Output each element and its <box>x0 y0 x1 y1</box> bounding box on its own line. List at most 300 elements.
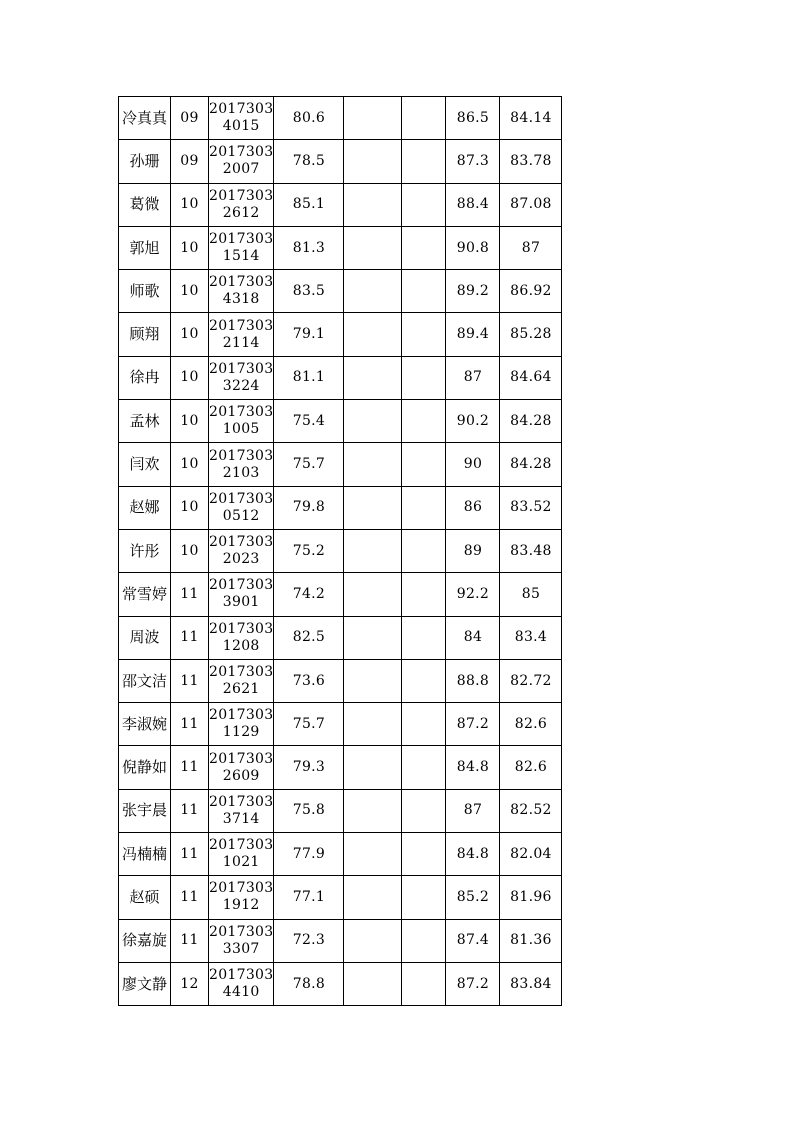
candidate-name-cell <box>119 313 171 356</box>
written-score-cell <box>274 962 344 1005</box>
interview-score-cell <box>446 226 500 269</box>
blank-cell-1 <box>344 919 402 962</box>
blank-cell-2 <box>402 529 446 572</box>
exam-id-line2: 3714 <box>222 810 260 827</box>
exam-id-line1: 2017303 <box>209 707 274 724</box>
group-number-cell <box>171 962 209 1005</box>
total-score-cell <box>500 919 562 962</box>
exam-id-cell <box>209 876 274 919</box>
table-row <box>119 962 562 1005</box>
table-row <box>119 573 562 616</box>
group-number: 10 <box>180 412 199 429</box>
exam-id-line2: 1208 <box>222 637 260 654</box>
group-number: 10 <box>180 456 199 473</box>
interview-score-cell <box>446 97 500 140</box>
exam-id-line1: 2017303 <box>209 923 274 940</box>
table-row <box>119 746 562 789</box>
written-score: 75.7 <box>292 456 326 473</box>
table-row <box>119 140 562 183</box>
interview-score-cell <box>446 962 500 1005</box>
interview-score: 89.4 <box>456 326 490 343</box>
written-score-cell <box>274 270 344 313</box>
total-score-cell <box>500 97 562 140</box>
interview-score: 89 <box>463 542 483 559</box>
written-score: 79.8 <box>292 499 326 516</box>
total-score: 83.78 <box>510 152 552 169</box>
group-number: 10 <box>180 542 199 559</box>
total-score: 83.4 <box>514 629 548 646</box>
exam-id-cell <box>209 486 274 529</box>
exam-id-line1: 2017303 <box>209 620 274 637</box>
exam-id-line1: 2017303 <box>209 880 274 897</box>
written-score-cell <box>274 703 344 746</box>
exam-id-line2: 4410 <box>222 984 260 1001</box>
interview-score-cell <box>446 659 500 702</box>
interview-score: 87.3 <box>456 152 490 169</box>
exam-id-cell <box>209 616 274 659</box>
interview-score-cell <box>446 529 500 572</box>
written-score: 73.6 <box>292 672 326 689</box>
candidate-name-cell <box>119 659 171 702</box>
candidate-name-cell <box>119 746 171 789</box>
blank-cell-1 <box>344 97 402 140</box>
group-number: 11 <box>180 759 199 776</box>
blank-cell-1 <box>344 962 402 1005</box>
blank-cell-2 <box>402 659 446 702</box>
group-number-cell <box>171 443 209 486</box>
total-score: 82.04 <box>510 845 552 862</box>
group-number: 11 <box>180 629 199 646</box>
total-score: 84.28 <box>510 412 552 429</box>
blank-cell-2 <box>402 140 446 183</box>
candidate-name-cell <box>119 400 171 443</box>
total-score: 83.48 <box>510 542 552 559</box>
blank-cell-2 <box>402 400 446 443</box>
table-row <box>119 400 562 443</box>
exam-id-cell <box>209 313 274 356</box>
total-score-cell <box>500 659 562 702</box>
blank-cell-1 <box>344 400 402 443</box>
total-score-cell <box>500 443 562 486</box>
total-score-cell <box>500 400 562 443</box>
candidate-name-cell <box>119 833 171 876</box>
exam-id-cell <box>209 789 274 832</box>
total-score: 82.6 <box>514 759 548 776</box>
exam-id-cell <box>209 356 274 399</box>
blank-cell-1 <box>344 486 402 529</box>
exam-id-line2: 3901 <box>222 594 260 611</box>
table-row <box>119 97 562 140</box>
group-number: 11 <box>180 845 199 862</box>
exam-id-cell <box>209 703 274 746</box>
exam-id-cell <box>209 529 274 572</box>
written-score: 78.8 <box>292 975 326 992</box>
candidate-name: 周波 <box>129 628 160 647</box>
table-row <box>119 789 562 832</box>
score-table <box>118 96 562 1006</box>
interview-score: 84.8 <box>456 759 490 776</box>
table-row <box>119 876 562 919</box>
exam-id-line1: 2017303 <box>209 793 274 810</box>
blank-cell-2 <box>402 703 446 746</box>
blank-cell-1 <box>344 659 402 702</box>
exam-id-cell <box>209 183 274 226</box>
written-score-cell <box>274 573 344 616</box>
interview-score-cell <box>446 833 500 876</box>
candidate-name-cell <box>119 270 171 313</box>
candidate-name: 师歌 <box>129 281 160 300</box>
group-number-cell <box>171 703 209 746</box>
interview-score-cell <box>446 443 500 486</box>
group-number-cell <box>171 659 209 702</box>
written-score: 78.5 <box>292 152 326 169</box>
group-number-cell <box>171 140 209 183</box>
candidate-name-cell <box>119 703 171 746</box>
group-number-cell <box>171 616 209 659</box>
written-score: 75.7 <box>292 715 326 732</box>
exam-id-cell <box>209 962 274 1005</box>
blank-cell-2 <box>402 919 446 962</box>
candidate-name: 孟林 <box>129 411 160 430</box>
interview-score-cell <box>446 616 500 659</box>
written-score: 81.1 <box>292 369 326 386</box>
group-number-cell <box>171 486 209 529</box>
candidate-name-cell <box>119 616 171 659</box>
exam-id-cell <box>209 270 274 313</box>
candidate-name: 顾翔 <box>129 325 160 344</box>
total-score: 85.28 <box>510 326 552 343</box>
written-score: 83.5 <box>292 282 326 299</box>
exam-id-cell <box>209 140 274 183</box>
written-score: 80.6 <box>292 109 326 126</box>
written-score-cell <box>274 443 344 486</box>
written-score-cell <box>274 400 344 443</box>
candidate-name-cell <box>119 226 171 269</box>
written-score: 82.5 <box>292 629 326 646</box>
interview-score: 92.2 <box>456 585 490 602</box>
candidate-name-cell <box>119 140 171 183</box>
interview-score-cell <box>446 703 500 746</box>
interview-score: 90.8 <box>456 239 490 256</box>
blank-cell-2 <box>402 313 446 356</box>
exam-id-cell <box>209 97 274 140</box>
interview-score: 88.4 <box>456 196 490 213</box>
group-number: 10 <box>180 326 199 343</box>
group-number: 10 <box>180 499 199 516</box>
exam-id-line2: 4318 <box>222 291 260 308</box>
total-score: 86.92 <box>510 282 552 299</box>
candidate-name-cell <box>119 573 171 616</box>
total-score: 87.08 <box>510 196 552 213</box>
exam-id-line2: 2007 <box>222 161 260 178</box>
group-number-cell <box>171 876 209 919</box>
written-score: 85.1 <box>292 196 326 213</box>
blank-cell-1 <box>344 226 402 269</box>
written-score: 77.9 <box>292 845 326 862</box>
exam-id-line1: 2017303 <box>209 360 274 377</box>
group-number: 09 <box>180 109 199 126</box>
total-score-cell <box>500 962 562 1005</box>
exam-id-line1: 2017303 <box>209 144 274 161</box>
exam-id-line1: 2017303 <box>209 534 274 551</box>
exam-id-line2: 2114 <box>222 334 260 351</box>
written-score: 79.1 <box>292 326 326 343</box>
group-number-cell <box>171 356 209 399</box>
candidate-name: 邵文洁 <box>121 671 167 690</box>
candidate-name: 孙珊 <box>129 151 160 170</box>
blank-cell-2 <box>402 183 446 226</box>
interview-score: 84 <box>463 629 483 646</box>
exam-id-line2: 2612 <box>222 204 260 221</box>
exam-id-line1: 2017303 <box>209 750 274 767</box>
written-score-cell <box>274 616 344 659</box>
total-score-cell <box>500 356 562 399</box>
exam-id-line1: 2017303 <box>209 490 274 507</box>
blank-cell-1 <box>344 270 402 313</box>
written-score-cell <box>274 356 344 399</box>
candidate-name-cell <box>119 486 171 529</box>
table-row <box>119 919 562 962</box>
written-score: 75.8 <box>292 802 326 819</box>
group-number-cell <box>171 573 209 616</box>
interview-score: 84.8 <box>456 845 490 862</box>
group-number: 11 <box>180 932 199 949</box>
candidate-name-cell <box>119 962 171 1005</box>
exam-id-line1: 2017303 <box>209 404 274 421</box>
candidate-name: 葛微 <box>129 195 160 214</box>
blank-cell-1 <box>344 876 402 919</box>
interview-score-cell <box>446 356 500 399</box>
table-row <box>119 270 562 313</box>
group-number-cell <box>171 529 209 572</box>
candidate-name: 徐嘉旋 <box>121 931 167 950</box>
blank-cell-2 <box>402 833 446 876</box>
exam-id-line2: 3307 <box>222 940 260 957</box>
blank-cell-1 <box>344 703 402 746</box>
group-number: 10 <box>180 239 199 256</box>
blank-cell-2 <box>402 270 446 313</box>
total-score-cell <box>500 270 562 313</box>
exam-id-line1: 2017303 <box>209 837 274 854</box>
exam-id-line1: 2017303 <box>209 577 274 594</box>
table-row <box>119 659 562 702</box>
blank-cell-1 <box>344 529 402 572</box>
exam-id-line2: 4015 <box>222 118 260 135</box>
exam-id-line2: 3224 <box>222 377 260 394</box>
interview-score: 87.4 <box>456 932 490 949</box>
table-row <box>119 703 562 746</box>
total-score-cell <box>500 183 562 226</box>
group-number: 11 <box>180 715 199 732</box>
candidate-name: 冷真真 <box>121 108 167 127</box>
exam-id-line2: 1912 <box>222 897 260 914</box>
table-row <box>119 183 562 226</box>
blank-cell-1 <box>344 746 402 789</box>
blank-cell-2 <box>402 226 446 269</box>
blank-cell-2 <box>402 616 446 659</box>
exam-id-line1: 2017303 <box>209 187 274 204</box>
total-score: 81.96 <box>510 888 552 905</box>
total-score: 83.84 <box>510 975 552 992</box>
total-score-cell <box>500 703 562 746</box>
candidate-name: 张宇晨 <box>121 801 167 820</box>
total-score-cell <box>500 746 562 789</box>
group-number-cell <box>171 400 209 443</box>
candidate-name-cell <box>119 356 171 399</box>
blank-cell-2 <box>402 573 446 616</box>
group-number: 11 <box>180 802 199 819</box>
exam-id-cell <box>209 746 274 789</box>
written-score: 75.2 <box>292 542 326 559</box>
exam-id-line2: 2621 <box>222 681 260 697</box>
written-score-cell <box>274 833 344 876</box>
group-number: 12 <box>180 975 199 992</box>
written-score-cell <box>274 313 344 356</box>
candidate-name: 郭旭 <box>129 238 160 257</box>
written-score-cell <box>274 876 344 919</box>
candidate-name: 廖文静 <box>121 974 167 993</box>
candidate-name: 许彤 <box>129 541 160 560</box>
blank-cell-1 <box>344 833 402 876</box>
table-row <box>119 313 562 356</box>
exam-id-cell <box>209 573 274 616</box>
total-score-cell <box>500 140 562 183</box>
written-score: 72.3 <box>292 932 326 949</box>
interview-score: 87.2 <box>456 975 490 992</box>
blank-cell-1 <box>344 356 402 399</box>
written-score-cell <box>274 183 344 226</box>
exam-id-cell <box>209 659 274 702</box>
total-score: 84.64 <box>510 369 552 386</box>
candidate-name-cell <box>119 97 171 140</box>
exam-id-line2: 2023 <box>222 551 260 568</box>
total-score: 82.72 <box>510 672 552 689</box>
interview-score: 90.2 <box>456 412 490 429</box>
group-number: 10 <box>180 282 199 299</box>
table-row <box>119 356 562 399</box>
interview-score: 86 <box>463 499 483 516</box>
group-number-cell <box>171 789 209 832</box>
written-score-cell <box>274 919 344 962</box>
exam-id-cell <box>209 833 274 876</box>
group-number-cell <box>171 226 209 269</box>
interview-score: 85.2 <box>456 888 490 905</box>
group-number-cell <box>171 183 209 226</box>
candidate-name-cell <box>119 183 171 226</box>
interview-score-cell <box>446 486 500 529</box>
blank-cell-2 <box>402 962 446 1005</box>
group-number-cell <box>171 833 209 876</box>
exam-id-line1: 2017303 <box>209 274 274 291</box>
interview-score-cell <box>446 313 500 356</box>
group-number-cell <box>171 270 209 313</box>
total-score-cell <box>500 833 562 876</box>
candidate-name: 徐冉 <box>129 368 160 387</box>
group-number: 09 <box>180 152 199 169</box>
table-row <box>119 833 562 876</box>
blank-cell-1 <box>344 789 402 832</box>
blank-cell-2 <box>402 746 446 789</box>
interview-score-cell <box>446 183 500 226</box>
interview-score: 86.5 <box>456 109 490 126</box>
total-score-cell <box>500 616 562 659</box>
total-score-cell <box>500 789 562 832</box>
interview-score: 90 <box>463 456 483 473</box>
total-score: 81.36 <box>510 932 552 949</box>
group-number-cell <box>171 97 209 140</box>
candidate-name: 闫欢 <box>129 455 160 474</box>
written-score: 81.3 <box>292 239 326 256</box>
exam-id-line1: 2017303 <box>209 317 274 334</box>
blank-cell-1 <box>344 616 402 659</box>
interview-score-cell <box>446 140 500 183</box>
exam-id-line1: 2017303 <box>209 231 274 248</box>
exam-id-line1: 2017303 <box>209 101 274 118</box>
written-score-cell <box>274 529 344 572</box>
written-score: 75.4 <box>292 412 326 429</box>
written-score-cell <box>274 789 344 832</box>
interview-score: 87 <box>463 369 483 386</box>
total-score-cell <box>500 486 562 529</box>
interview-score-cell <box>446 573 500 616</box>
exam-id-line2: 2609 <box>222 767 260 784</box>
interview-score-cell <box>446 919 500 962</box>
candidate-name: 李淑婉 <box>121 714 167 733</box>
exam-id-cell <box>209 919 274 962</box>
blank-cell-2 <box>402 486 446 529</box>
total-score: 87 <box>521 239 541 256</box>
exam-id-cell <box>209 226 274 269</box>
candidate-name: 倪静如 <box>121 758 167 777</box>
candidate-name-cell <box>119 919 171 962</box>
exam-id-line2: 0512 <box>222 507 260 524</box>
interview-score: 87.2 <box>456 715 490 732</box>
written-score-cell <box>274 226 344 269</box>
written-score-cell <box>274 140 344 183</box>
written-score: 79.3 <box>292 759 326 776</box>
written-score-cell <box>274 486 344 529</box>
table-row <box>119 443 562 486</box>
interview-score-cell <box>446 270 500 313</box>
total-score-cell <box>500 313 562 356</box>
blank-cell-1 <box>344 573 402 616</box>
group-number: 10 <box>180 196 199 213</box>
total-score: 84.14 <box>510 109 552 126</box>
written-score-cell <box>274 746 344 789</box>
group-number: 11 <box>180 585 199 602</box>
written-score: 77.1 <box>292 888 326 905</box>
total-score-cell <box>500 573 562 616</box>
exam-id-cell <box>209 443 274 486</box>
written-score-cell <box>274 659 344 702</box>
candidate-name-cell <box>119 443 171 486</box>
interview-score: 89.2 <box>456 282 490 299</box>
candidate-name-cell <box>119 876 171 919</box>
total-score-cell <box>500 876 562 919</box>
blank-cell-1 <box>344 443 402 486</box>
candidate-name-cell <box>119 789 171 832</box>
candidate-name: 冯楠楠 <box>121 844 167 863</box>
table-row <box>119 529 562 572</box>
exam-id-line1: 2017303 <box>209 447 274 464</box>
candidate-name: 赵娜 <box>129 498 160 517</box>
exam-id-line2: 1129 <box>222 724 260 741</box>
blank-cell-1 <box>344 140 402 183</box>
total-score: 85 <box>521 585 541 602</box>
exam-id-cell <box>209 400 274 443</box>
written-score: 74.2 <box>292 585 326 602</box>
exam-id-line1: 2017303 <box>209 967 274 984</box>
